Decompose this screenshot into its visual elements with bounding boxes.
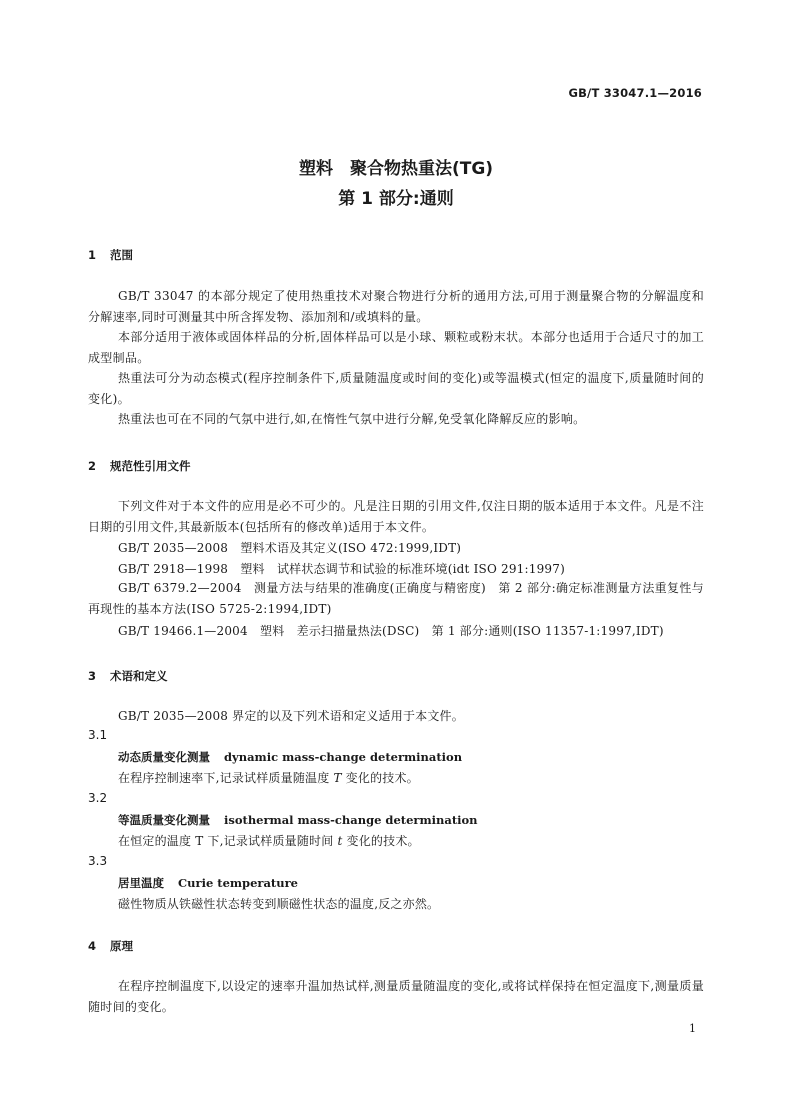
paragraph: GB/T 33047 的本部分规定了使用热重技术对聚合物进行分析的通用方法,可用于测量聚合物的分解温度和分解速率,同时可测量其中所含挥发物、添加剂和/或填料的量。 — [88, 289, 704, 324]
term-number: 3.2 — [88, 791, 108, 805]
paragraph: 在程序控制温度下,以设定的速率升温加热试样,测量质量随温度的变化,或将试样保持在恒定温度下,测量质量随时间的变化。 — [88, 979, 704, 1014]
term-number: 3.1 — [88, 728, 108, 742]
term-definition: 磁性物质从铁磁性状态转变到顺磁性状态的温度,反之亦然。 — [118, 897, 440, 911]
document-subtitle: 第 1 部分:通则 — [338, 189, 454, 209]
term-definition: 在程序控制速率下,记录试样质量随温度 T 变化的技术。 — [118, 771, 419, 785]
paragraph: 热重法也可在不同的气氛中进行,如,在惰性气氛中进行分解,免受氧化降解反应的影响。 — [118, 412, 586, 426]
reference-item: GB/T 6379.2—2004 测量方法与结果的准确度(正确度与精密度) 第 2 部分:确定标准测量方法重复性与再现性的基本方法(ISO 5725-2:1994,IDT) — [88, 581, 704, 616]
section-title: 术语和定义 — [110, 669, 168, 683]
reference-item: GB/T 2918—1998 塑料 试样状态调节和试验的标准环境(idt ISO 291:1997) — [118, 562, 565, 576]
term-heading — [118, 812, 478, 828]
term-definition: 在恒定的温度 T 下,记录试样质量随时间 t 变化的技术。 — [118, 834, 420, 848]
term-chinese: 等温质量变化测量 — [118, 813, 210, 827]
document-title: 塑料 聚合物热重法(TG) — [298, 159, 494, 179]
paragraph: GB/T 2035—2008 界定的以及下列术语和定义适用于本文件。 — [118, 709, 464, 723]
section-number: 2 — [88, 459, 97, 473]
term-english: dynamic mass-change determination — [224, 750, 463, 764]
term-english: isothermal mass-change determination — [224, 813, 478, 827]
section-number: 3 — [88, 669, 97, 683]
reference-item: GB/T 19466.1—2004 塑料 差示扫描量热法(DSC) 第 1 部分:通则(ISO 11357-1:1997,IDT) — [118, 624, 664, 638]
section-title: 原理 — [110, 939, 133, 953]
section-4-heading — [88, 938, 133, 954]
paragraph: 下列文件对于本文件的应用是必不可少的。凡是注日期的引用文件,仅注日期的版本适用于本文件。凡是不注日期的引用文件,其最新版本(包括所有的修改单)适用于本文件。 — [88, 499, 704, 534]
section-number: 4 — [88, 939, 97, 953]
paragraph: 热重法可分为动态模式(程序控制条件下,质量随温度或时间的变化)或等温模式(恒定的温度下,质量随时间的变化)。 — [88, 371, 704, 406]
section-number: 1 — [88, 248, 97, 262]
paragraph: 本部分适用于液体或固体样品的分析,固体样品可以是小球、颗粒或粉末状。本部分也适用于合适尺寸的加工成型制品。 — [88, 330, 704, 365]
section-title: 范围 — [110, 248, 133, 262]
term-heading — [118, 875, 298, 891]
term-heading — [118, 749, 462, 765]
section-1-heading — [88, 247, 133, 263]
section-2-heading — [88, 458, 191, 474]
term-english: Curie temperature — [178, 876, 298, 890]
standard-number: GB/T 33047.1—2016 — [568, 86, 702, 100]
term-number: 3.3 — [88, 854, 108, 868]
reference-item: GB/T 2035—2008 塑料术语及其定义(ISO 472:1999,IDT) — [118, 541, 462, 555]
section-title: 规范性引用文件 — [110, 459, 191, 473]
term-chinese: 动态质量变化测量 — [118, 750, 210, 764]
term-chinese: 居里温度 — [118, 876, 164, 890]
page-number: 1 — [689, 1022, 696, 1035]
section-3-heading — [88, 668, 168, 684]
